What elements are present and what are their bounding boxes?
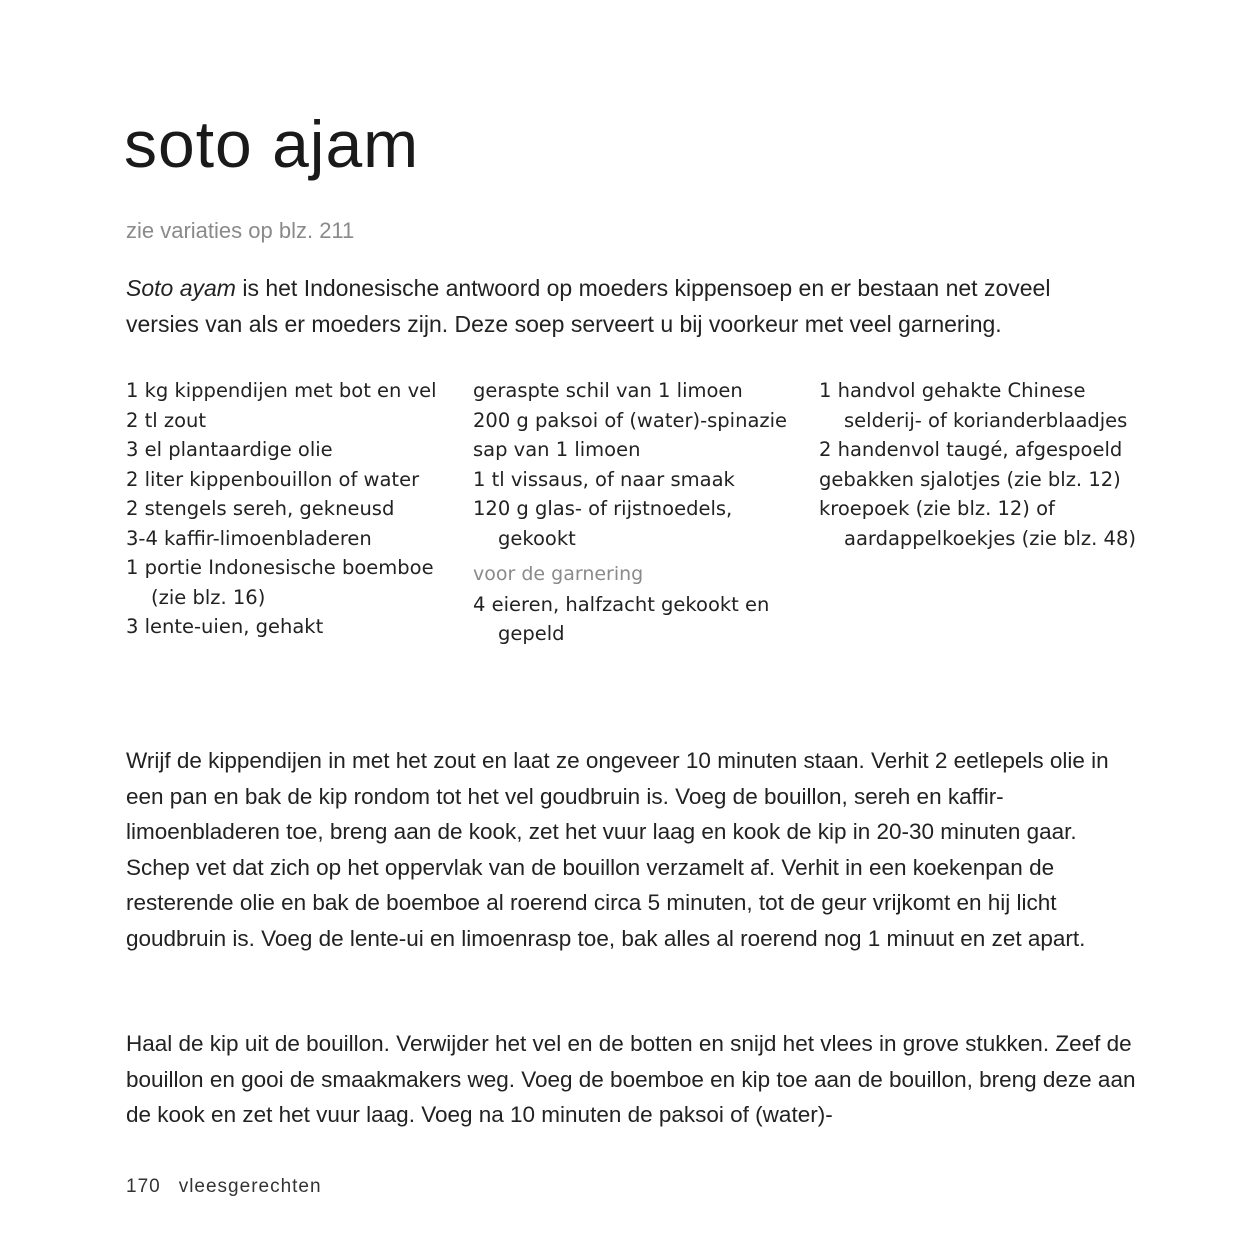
- ingredients-column-3: [819, 376, 1139, 553]
- method-paragraph-2: Haal de kip uit de bouillon. Verwijder het vel en de botten en snijd het vlees in grove stukken. Zeef de bouillon en gooi de smaakmakers weg. Voeg de boemboe en kip toe aan de bouillon, breng deze aan de kook en zet het vuur laag. Voeg na 10 minuten de paksoi of (water)-: [126, 1031, 1136, 1127]
- ingredient-item: 2 stengels sereh, gekneusd: [126, 497, 395, 520]
- variations-note: zie variaties op blz. 211: [126, 218, 355, 243]
- ingredient-item: 1 kg kippendijen met bot en vel: [126, 379, 437, 402]
- ingredient-item: 1 tl vissaus, of naar smaak: [473, 467, 735, 491]
- intro-line-2: versies van als er moeders zijn. Deze soep serveert u bij voorkeur met veel garnering.: [126, 311, 1002, 337]
- recipe-title: soto ajam: [124, 107, 420, 181]
- ingredient-item: kroepoek (zie blz. 12) of aardappelkoekjes (zie blz. 48): [819, 497, 1136, 550]
- ingredient-item: 2 handenvol taugé, afgespoeld: [819, 438, 1123, 461]
- section-name: vleesgerechten: [178, 1176, 322, 1197]
- ingredient-item: sap van 1 limoen: [473, 438, 641, 461]
- intro-line-1: is het Indonesische antwoord op moeders kippensoep en er bestaan net zoveel: [235, 275, 1051, 301]
- ingredient-item: 120 g glas- of rijstnoedels, gekookt: [473, 497, 733, 550]
- intro-italic: Soto ayam: [126, 275, 236, 301]
- ingredient-item: geraspte schil van 1 limoen: [473, 379, 743, 402]
- ingredients-column-1: [126, 376, 446, 642]
- ingredient-item: 1 portie Indonesische boemboe (zie blz. 16): [126, 556, 434, 609]
- ingredient-item: 4 eieren, halfzacht gekookt en gepeld: [473, 592, 770, 645]
- ingredients-column-2: [473, 376, 793, 649]
- ingredient-item: 3 el plantaardige olie: [126, 438, 333, 461]
- ingredient-item: 3-4 kaffir-limoenbladeren: [126, 526, 372, 550]
- ingredient-item: 3 lente-uien, gehakt: [126, 615, 324, 638]
- page-number: 170: [126, 1176, 161, 1197]
- page-footer: [126, 1174, 322, 1200]
- ingredient-item: 1 handvol gehakte Chinese selderij- of korianderblaadjes: [819, 379, 1128, 432]
- ingredient-item: 2 tl zout: [126, 408, 207, 432]
- garnish-heading: voor de garnering: [473, 563, 644, 585]
- intro-text: [126, 270, 1141, 342]
- ingredient-item: 200 g paksoi of (water)-spinazie: [473, 408, 788, 432]
- ingredient-item: gebakken sjalotjes (zie blz. 12): [819, 467, 1121, 491]
- method-paragraph-1: Wrijf de kippendijen in met het zout en laat ze ongeveer 10 minuten staan. Verhit 2 eetlepels olie in een pan en bak de kip rondom tot het vel goudbruin is. Voeg de bouillon, sereh en kaffir-limoenbladeren toe, breng aan de kook, zet het vuur laag en kook de kip in 20-30 minuten gaar. Schep vet dat zich op het oppervlak van de bouillon verzamelt af. Verhit in een koekenpan de resterende olie en bak de boemboe al roerend circa 5 minuten, tot de geur vrijkomt en hij licht goudbruin is. Voeg de lente-ui en limoenrasp toe, bak alles al roerend nog 1 minuut en zet apart.: [126, 748, 1109, 951]
- ingredient-item: 2 liter kippenbouillon of water: [126, 467, 420, 491]
